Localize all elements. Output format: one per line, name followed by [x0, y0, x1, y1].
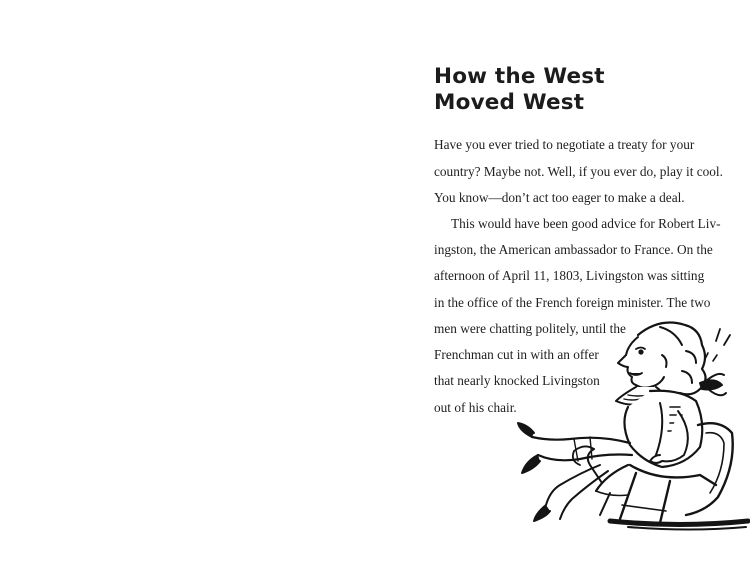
text-line-7: in the office of the French foreign minister. The two — [434, 295, 711, 310]
chapter-title-line-2: Moved West — [434, 90, 585, 115]
text-line-9: Frenchman cut in with an offer — [434, 347, 599, 362]
text-line-3: You know—don’t act too eager to make a deal. — [434, 190, 685, 205]
text-line-8: men were chatting politely, until the — [434, 321, 626, 336]
text-line-4: This would have been good advice for Robert Liv- — [451, 216, 721, 231]
chapter-title — [434, 64, 734, 116]
text-line-1: Have you ever tried to negotiate a treaty for your — [434, 137, 695, 152]
text-line-5: ingston, the American ambassador to France. On the — [434, 242, 713, 257]
man-tipping-back-in-chair-illustration — [510, 315, 750, 545]
text-line-6: afternoon of April 11, 1803, Livingston was sitting — [434, 268, 705, 283]
text-line-11: out of his chair. — [434, 400, 517, 415]
chapter-title-line-1: How the West — [434, 64, 605, 89]
text-line-2: country? Maybe not. Well, if you ever do, play it cool. — [434, 164, 723, 179]
text-line-10: that nearly knocked Livingston — [434, 373, 600, 388]
